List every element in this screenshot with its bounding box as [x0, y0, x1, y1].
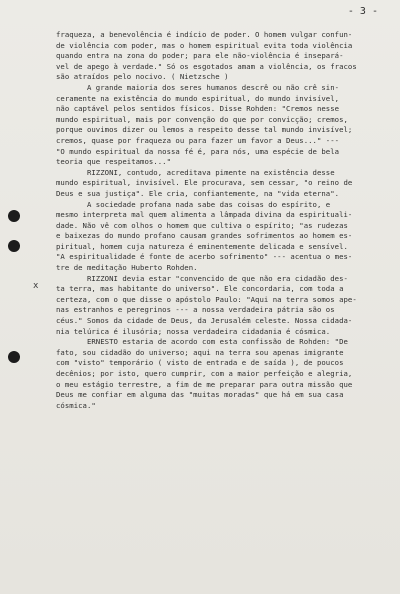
text-line: nia telúrica é ilusória; nossa verdadeira cidadania é cósmica.	[56, 326, 331, 336]
text-line: Deus e sua justiça". Ele cria, confiantemente, na "vida eterna".	[56, 188, 340, 198]
text-line: de violência com poder, mas o homem espiritual evita toda violência	[56, 40, 353, 50]
text-line: A sociedade profana nada sabe das coisas do espírito, e	[56, 199, 331, 209]
text-line: ta terra, mas habitante do universo". Ele concordaria, com toda a	[56, 284, 344, 294]
text-line: certeza, com o que disse o apóstolo Paulo: "Aqui na terra somos ape-	[56, 294, 357, 304]
text-line: céus." Somos da cidade de Deus, da Jerusalém celeste. Nossa cidada-	[56, 316, 353, 326]
text-line: vel de apego à verdade." Só os esgotados amam a violência, os fracos	[56, 61, 357, 71]
text-line: dade. Não vê com olhos o homem que cultiva o espírito; "as rudezas	[56, 220, 348, 230]
text-line: cósmica."	[56, 400, 96, 410]
text-line: com "visto" temporário ( visto de entrada e de saída ), de poucos	[56, 358, 344, 368]
text-line: quando entra na zona do poder; para ele não-violência é insepará-	[56, 51, 344, 61]
text-line: não captável pelos sentidos físicos. Disse Rohden: "Cremos nesse	[56, 104, 340, 114]
binder-hole	[8, 210, 20, 222]
text-line: são atraídos pelo nocivo. ( Nietzsche )	[56, 72, 229, 82]
text-line: piritual, homem cuja natureza é eminentemente delicada e sensível.	[56, 241, 348, 251]
binder-hole	[8, 351, 20, 363]
text-line: mundo espiritual, mais por convenção do que por convicção; cremos,	[56, 114, 348, 124]
binder-hole	[8, 240, 20, 252]
text-line: ceramente na existência do mundo espiritual, do mundo invisível,	[56, 93, 340, 103]
text-line: e baixezas do mundo profano causam grandes sofrimentos ao homem es-	[56, 231, 353, 241]
text-line: tre de meditação Huberto Rohden.	[56, 263, 198, 273]
text-line: decênios; por isto, quero cumprir, com a maior perfeição e alegria,	[56, 369, 353, 378]
text-line: A grande maioria dos seres humanos descrê ou não crê sin-	[56, 82, 340, 92]
text-line: RIZZONI, contudo, acreditava pimente na existência desse	[56, 167, 335, 177]
text-line: RIZZONI devia estar "convencido de que não era cidadão des-	[56, 273, 348, 283]
text-line: mundo espiritual, invisível. Ele procurava, sem cessar, "o reino de	[56, 178, 353, 188]
text-line: ERNESTO estaria de acordo com esta confissão de Rohden: "De	[56, 337, 348, 347]
text-line: cremos, quase por fraqueza ou para fazer um favor a Deus..." ---	[56, 135, 340, 145]
text-line: nas estranhos e peregrinos --- a nossa verdadeira pátria são os	[56, 305, 335, 315]
text-line: porque ouvimos dizer ou lemos a respeito desse tal mundo invisível;	[56, 125, 353, 135]
body-text	[56, 30, 384, 411]
text-line: Deus me confiar em alguma das "muitas moradas" que há em sua casa	[56, 390, 344, 400]
text-line: fraqueza, a benevolência é indício de poder. O homem vulgar confun-	[56, 30, 353, 39]
margin-mark: x	[33, 281, 39, 291]
page-number: - 3 -	[347, 6, 378, 17]
text-line: "O mundo espiritual da nossa fé é, para nós, uma espécie de bela	[56, 146, 340, 156]
text-line: fato, sou cidadão do universo; aqui na terra sou apenas imigrante	[56, 347, 344, 357]
text-line: teoria que respeitamos..."	[56, 157, 172, 167]
text-line: mesmo interpreta mal quem alimenta a lâmpada divina da espirituali-	[56, 210, 353, 220]
text-line: "A espiritualidade é fonte de acerbo sofrimento" --- acentua o mes-	[56, 252, 353, 262]
text-line: o meu estágio terrestre, a fim de me preparar para outra missão que	[56, 379, 353, 389]
